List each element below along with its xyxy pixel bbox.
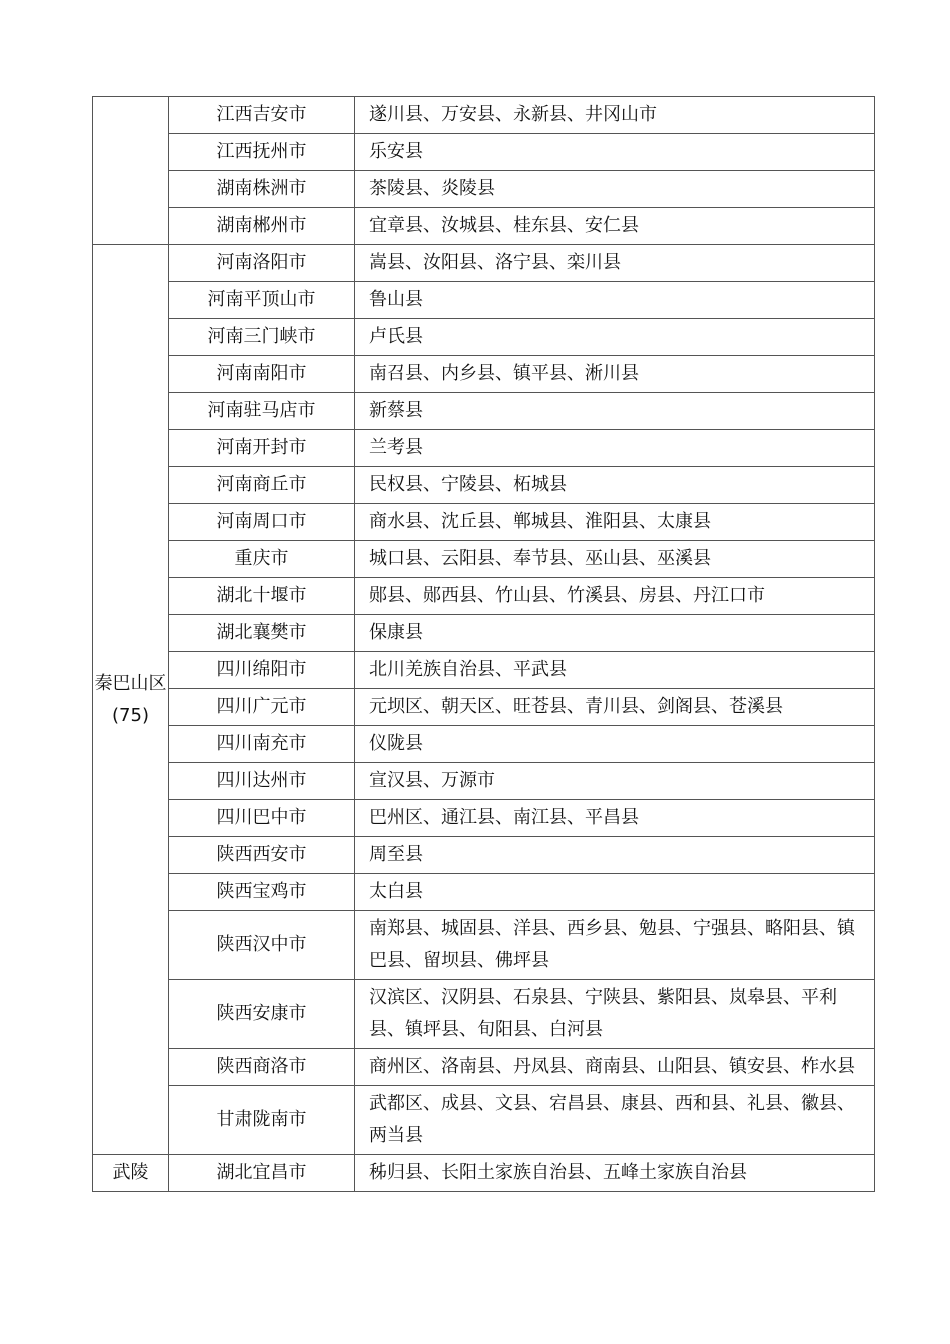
counties-cell: 保康县: [355, 615, 875, 652]
region-cell: 秦巴山区(75): [93, 245, 169, 1155]
table-row: [93, 504, 875, 541]
table-row: [93, 837, 875, 874]
counties-cell: 卢氏县: [355, 319, 875, 356]
city-cell: 四川巴中市: [169, 800, 355, 837]
city-cell: 四川绵阳市: [169, 652, 355, 689]
county-table: [92, 96, 875, 1192]
counties-cell: 秭归县、长阳土家族自治县、五峰土家族自治县: [355, 1155, 875, 1192]
counties-cell: 郧县、郧西县、竹山县、竹溪县、房县、丹江口市: [355, 578, 875, 615]
city-cell: 湖北宜昌市: [169, 1155, 355, 1192]
city-cell: 陕西汉中市: [169, 911, 355, 980]
counties-cell: 周至县: [355, 837, 875, 874]
table-row: [93, 541, 875, 578]
city-cell: 陕西西安市: [169, 837, 355, 874]
counties-cell: 新蔡县: [355, 393, 875, 430]
city-cell: 河南平顶山市: [169, 282, 355, 319]
table-row: [93, 430, 875, 467]
counties-cell: 嵩县、汝阳县、洛宁县、栾川县: [355, 245, 875, 282]
counties-cell: 元坝区、朝天区、旺苍县、青川县、剑阁县、苍溪县: [355, 689, 875, 726]
city-cell: 河南商丘市: [169, 467, 355, 504]
table-row: [93, 467, 875, 504]
city-cell: 四川南充市: [169, 726, 355, 763]
city-cell: 河南南阳市: [169, 356, 355, 393]
counties-cell: 兰考县: [355, 430, 875, 467]
city-cell: 陕西商洛市: [169, 1049, 355, 1086]
city-cell: 河南三门峡市: [169, 319, 355, 356]
counties-cell: 太白县: [355, 874, 875, 911]
table-row: [93, 763, 875, 800]
city-cell: 湖北襄樊市: [169, 615, 355, 652]
counties-cell: 宜章县、汝城县、桂东县、安仁县: [355, 208, 875, 245]
table-row: [93, 208, 875, 245]
city-cell: 重庆市: [169, 541, 355, 578]
table-row: [93, 1155, 875, 1192]
city-cell: 陕西安康市: [169, 980, 355, 1049]
table-row: [93, 615, 875, 652]
city-cell: 湖南株洲市: [169, 171, 355, 208]
counties-cell: 南召县、内乡县、镇平县、淅川县: [355, 356, 875, 393]
city-cell: 河南周口市: [169, 504, 355, 541]
table-row: [93, 393, 875, 430]
city-cell: 河南驻马店市: [169, 393, 355, 430]
city-cell: 江西吉安市: [169, 97, 355, 134]
counties-cell: 宣汉县、万源市: [355, 763, 875, 800]
table-row: [93, 911, 875, 980]
counties-cell: 汉滨区、汉阴县、石泉县、宁陕县、紫阳县、岚皋县、平利县、镇坪县、旬阳县、白河县: [355, 980, 875, 1049]
counties-cell: 商水县、沈丘县、郸城县、淮阳县、太康县: [355, 504, 875, 541]
counties-cell: 武都区、成县、文县、宕昌县、康县、西和县、礼县、徽县、两当县: [355, 1086, 875, 1155]
city-cell: 甘肃陇南市: [169, 1086, 355, 1155]
region-cell: 武陵: [93, 1155, 169, 1192]
city-cell: 河南开封市: [169, 430, 355, 467]
city-cell: 四川达州市: [169, 763, 355, 800]
city-cell: 湖南郴州市: [169, 208, 355, 245]
counties-cell: 民权县、宁陵县、柘城县: [355, 467, 875, 504]
table-row: [93, 134, 875, 171]
counties-cell: 城口县、云阳县、奉节县、巫山县、巫溪县: [355, 541, 875, 578]
table-row: [93, 282, 875, 319]
table-row: [93, 652, 875, 689]
table-row: [93, 356, 875, 393]
counties-cell: 仪陇县: [355, 726, 875, 763]
city-cell: 河南洛阳市: [169, 245, 355, 282]
counties-cell: 北川羌族自治县、平武县: [355, 652, 875, 689]
table-row: [93, 1049, 875, 1086]
table-row: [93, 171, 875, 208]
counties-cell: 乐安县: [355, 134, 875, 171]
table-row: [93, 874, 875, 911]
table-row: [93, 578, 875, 615]
table-row: [93, 319, 875, 356]
city-cell: 陕西宝鸡市: [169, 874, 355, 911]
city-cell: 江西抚州市: [169, 134, 355, 171]
region-cell: [93, 97, 169, 245]
counties-cell: 商州区、洛南县、丹凤县、商南县、山阳县、镇安县、柞水县: [355, 1049, 875, 1086]
counties-cell: 鲁山县: [355, 282, 875, 319]
city-cell: 湖北十堰市: [169, 578, 355, 615]
table-row: [93, 1086, 875, 1155]
counties-cell: 南郑县、城固县、洋县、西乡县、勉县、宁强县、略阳县、镇巴县、留坝县、佛坪县: [355, 911, 875, 980]
counties-cell: 遂川县、万安县、永新县、井冈山市: [355, 97, 875, 134]
counties-cell: 茶陵县、炎陵县: [355, 171, 875, 208]
table-row: [93, 97, 875, 134]
table-row: [93, 245, 875, 282]
table-row: [93, 689, 875, 726]
table-row: [93, 726, 875, 763]
city-cell: 四川广元市: [169, 689, 355, 726]
table-row: [93, 980, 875, 1049]
counties-cell: 巴州区、通江县、南江县、平昌县: [355, 800, 875, 837]
table-row: [93, 800, 875, 837]
